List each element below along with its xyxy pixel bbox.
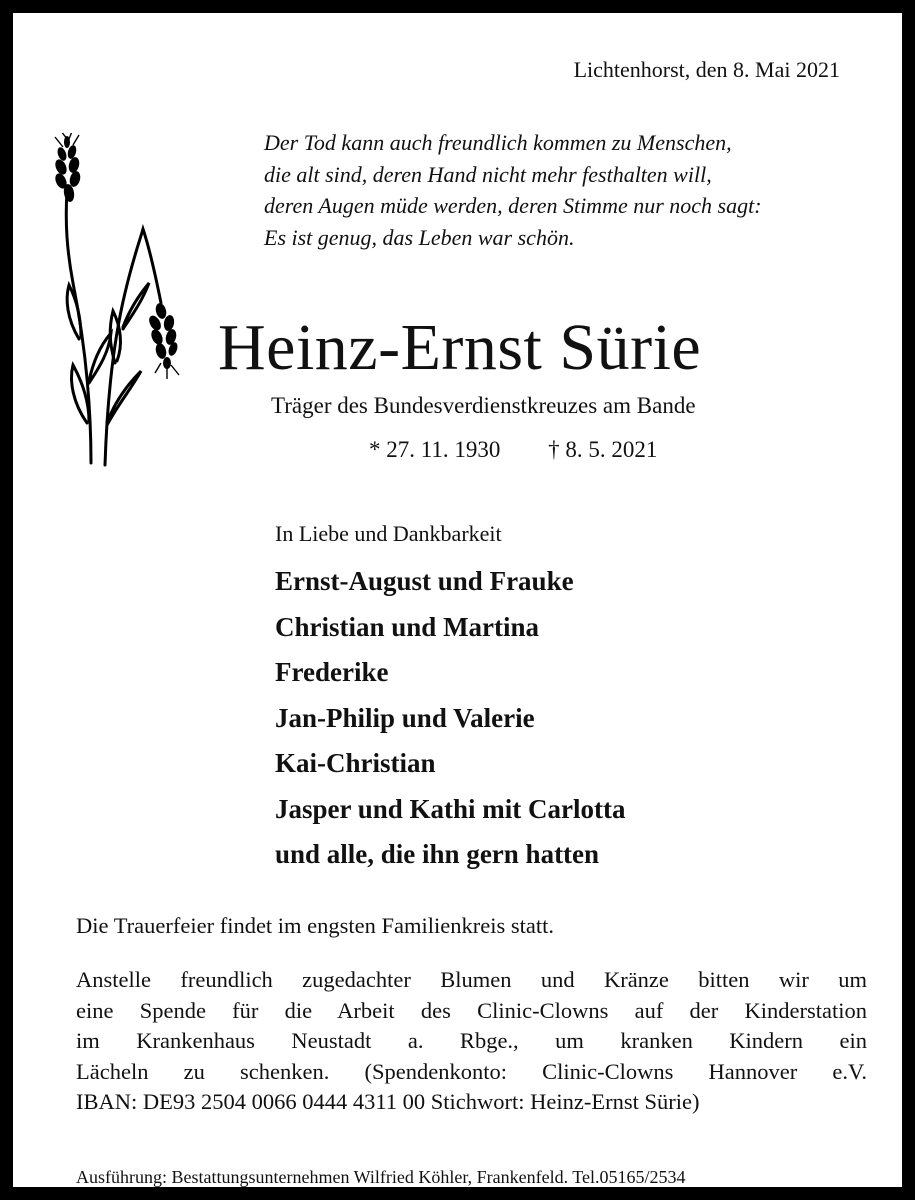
mourner-name: und alle, die ihn gern hatten [275, 839, 600, 869]
dateline: Lichtenhorst, den 8. Mai 2021 [573, 57, 840, 82]
death-date: † 8. 5. 2021 [548, 437, 658, 462]
mourner-name: Christian und Martina [275, 611, 540, 642]
mourner-name: Jasper und Kathi mit Carlotta [275, 793, 626, 824]
donation-line: Anstelle freundlich zugedachter Blumen und Kränze bitten wir um [76, 967, 867, 992]
mourners-intro: In Liebe und Dankbarkeit [275, 521, 502, 546]
poem-line: Es ist genug, das Leben war schön. [264, 224, 575, 250]
poem-line: Der Tod kann auch freundlich kommen zu Menschen, [264, 130, 732, 155]
deceased-name: Heinz-Ernst Sürie [218, 311, 702, 384]
donation-line: im Krankenhaus Neustadt a. Rbge., um kranken Kindern ein [76, 1028, 867, 1053]
donation-line: Lächeln zu schenken. (Spendenkonto: Clinic-Clowns Hannover e.V. [76, 1058, 867, 1084]
poem-line: die alt sind, deren Hand nicht mehr festhalten will, [264, 161, 712, 187]
poem [264, 127, 762, 253]
ceremony-note: Die Trauerfeier findet im engsten Familienkreis statt. [76, 913, 555, 938]
birth-date: * 27. 11. 1930 [369, 437, 501, 462]
donation-line: IBAN: DE93 2504 0066 0444 4311 00 Stichwort: Heinz-Ernst Sürie) [76, 1089, 700, 1114]
poem-line: deren Augen müde werden, deren Stimme nur noch sagt: [264, 193, 762, 218]
mourner-name: Kai-Christian [275, 748, 436, 778]
mourner-name: Ernst-August und Frauke [275, 566, 574, 596]
donation-note [76, 965, 867, 1118]
donation-line: eine Spende für die Arbeit des Clinic-Clowns auf der Kinderstation [76, 997, 867, 1023]
wheat-ears-icon [43, 133, 193, 473]
mourners-block [275, 519, 626, 878]
life-dates [369, 437, 657, 463]
mourner-name: Jan-Philip und Valerie [275, 702, 535, 733]
deceased-honor: Träger des Bundesverdienstkreuzes am Bande [271, 393, 696, 418]
funeral-home-credit: Ausführung: Bestattungsunternehmen Wilfried Köhler, Frankenfeld. Tel.05165/2534 [76, 1167, 686, 1187]
mourner-name: Frederike [275, 657, 389, 687]
